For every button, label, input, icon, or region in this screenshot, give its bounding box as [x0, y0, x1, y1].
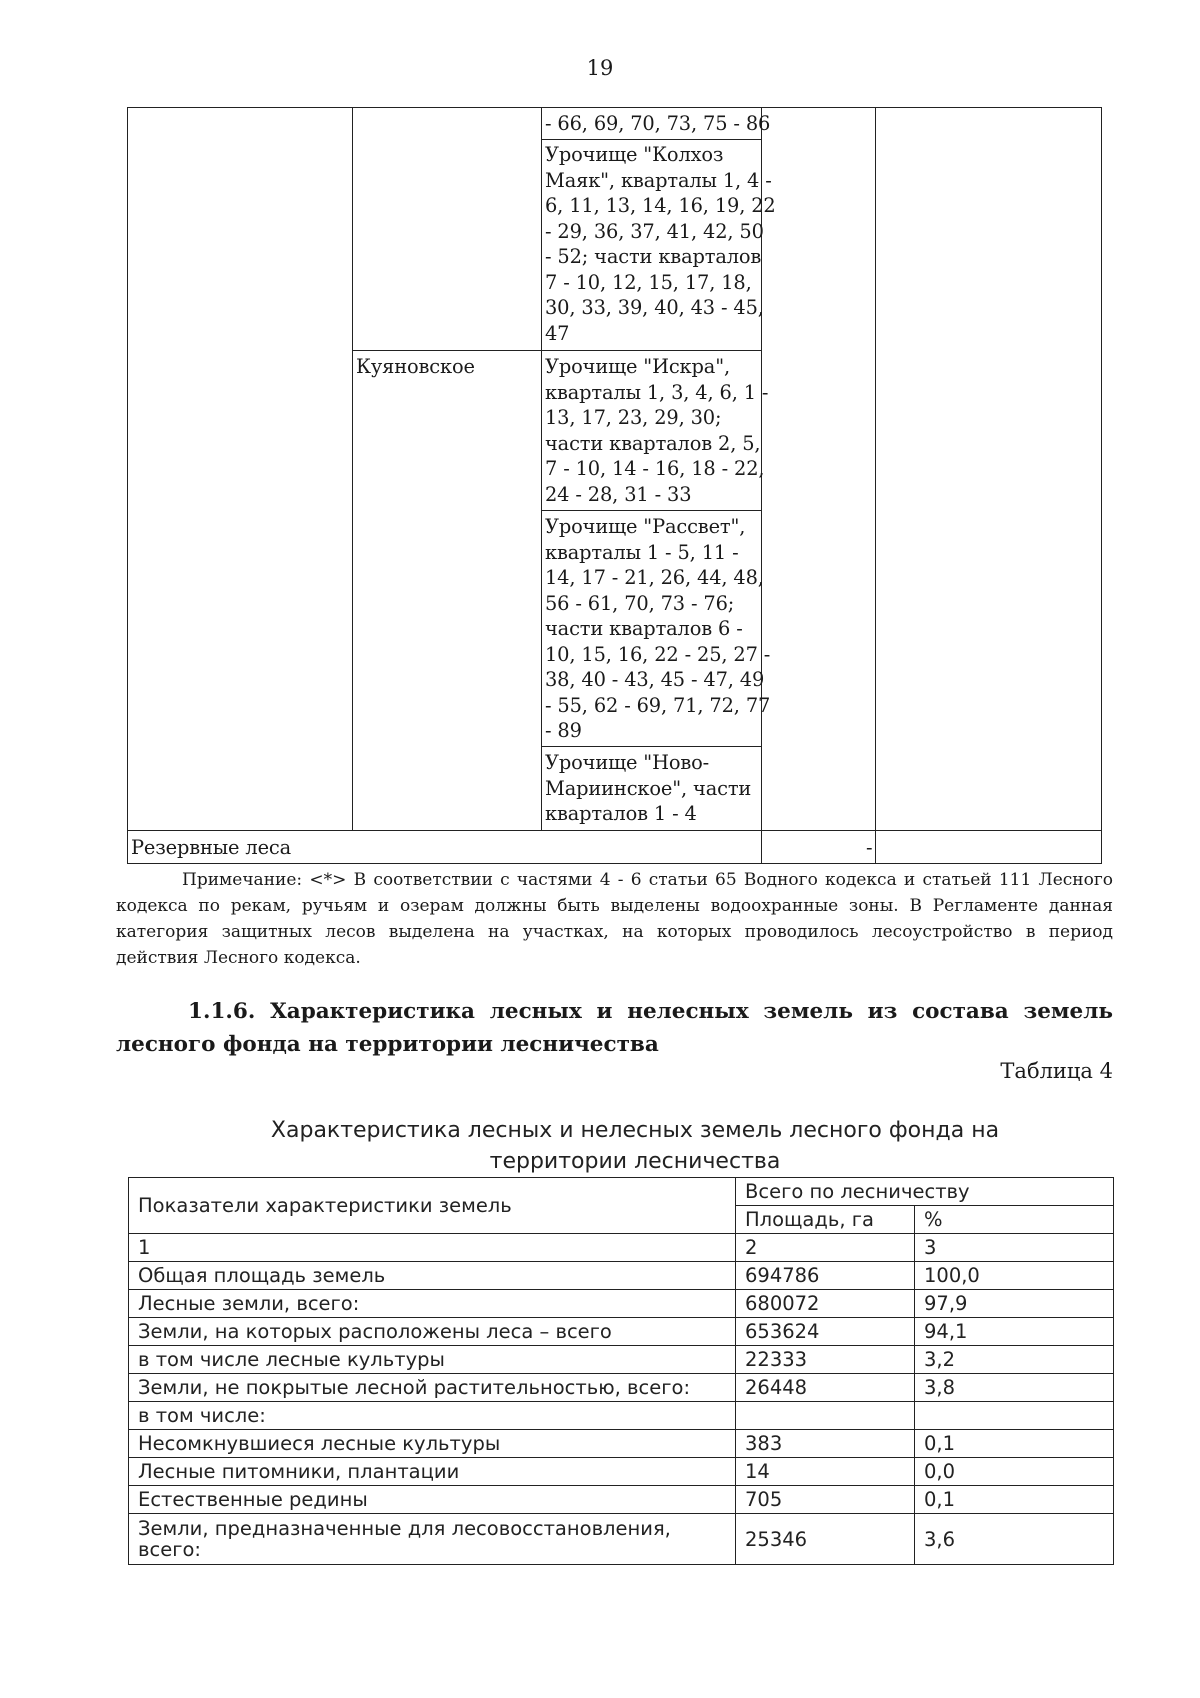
row-label: Естественные редины: [129, 1486, 736, 1514]
table-row: [129, 1262, 1114, 1290]
column-number: 1: [129, 1234, 736, 1262]
row-area: 653624: [736, 1318, 915, 1346]
row-percent: 3,2: [915, 1346, 1114, 1374]
table-row: [129, 1458, 1114, 1486]
row-percent: 94,1: [915, 1318, 1114, 1346]
row-percent: [915, 1402, 1114, 1430]
table-label: Таблица 4: [1000, 1059, 1113, 1083]
locality-cell: Урочище "Колхоз Маяк", кварталы 1, 4 - 6, 11, 13, 14, 16, 19, 22 - 29, 36, 37, 41, 42, 50 - 52; части кварталов 7 - 10, 12, 15, 17, 18, 30, 33, 39, 40, 43 - 45, 47: [545, 143, 776, 345]
row-percent: 0,0: [915, 1458, 1114, 1486]
quarters-cell: - 66, 69, 70, 73, 75 - 86: [545, 112, 771, 135]
row-area: 25346: [736, 1514, 915, 1565]
row-area: 26448: [736, 1374, 915, 1402]
row-percent: 0,1: [915, 1486, 1114, 1514]
row-label: Земли, не покрытые лесной растительностью, всего:: [129, 1374, 736, 1402]
table-row: [129, 1346, 1114, 1374]
row-label: Общая площадь земель: [129, 1262, 736, 1290]
table-title: Характеристика лесных и нелесных земель лесного фонда на территории лесничества: [270, 1118, 1000, 1174]
header-percent: %: [915, 1206, 1114, 1234]
row-percent: 97,9: [915, 1290, 1114, 1318]
row-area: 680072: [736, 1290, 915, 1318]
table-header-row: [129, 1178, 1114, 1206]
locality-cell: Урочище "Рассвет", кварталы 1 - 5, 11 - 14, 17 - 21, 26, 44, 48, 56 - 61, 70, 73 - 76; части кварталов 6 - 10, 15, 16, 22 - 25, 27 - 38, 40 - 43, 45 - 47, 49 - 55, 62 - 69, 71, 72, 77 - 89: [545, 515, 771, 742]
row-label: в том числе лесные культуры: [129, 1346, 736, 1374]
column-number: 3: [915, 1234, 1114, 1262]
column-number-row: [129, 1234, 1114, 1262]
row-label: Земли, предназначенные для лесовосстановления, всего:: [129, 1514, 736, 1565]
table-row: [129, 1402, 1114, 1430]
table-row: [129, 1290, 1114, 1318]
header-total: Всего по лесничеству: [736, 1178, 1114, 1206]
locality-cell: Урочище "Ново- Мариинское", части кварталов 1 - 4: [545, 751, 752, 825]
row-area: 14: [736, 1458, 915, 1486]
table-note: Примечание: <*> В соответствии с частями 4 - 6 статьи 65 Водного кодекса и статьей 111 Лесного кодекса по рекам, ручьям и озерам должны быть выделены водоохранные зоны. В Регламенте данная категория защитных лесов выделена на участках, на которых проводилось лесоустройство в период действия Лесного кодекса.: [116, 870, 1113, 968]
row-label: в том числе:: [129, 1402, 736, 1430]
table-row: [129, 1374, 1114, 1402]
row-area: 694786: [736, 1262, 915, 1290]
reserve-forests-value: -: [866, 836, 873, 859]
table-row: [129, 1318, 1114, 1346]
table-row: [129, 1514, 1114, 1565]
row-label: Земли, на которых расположены леса – всего: [129, 1318, 736, 1346]
row-label: Лесные питомники, плантации: [129, 1458, 736, 1486]
page-number: 19: [586, 56, 614, 80]
section-heading: 1.1.6. Характеристика лесных и нелесных земель из состава земель лесного фонда на территории лесничества: [116, 999, 1113, 1057]
header-indicators: Показатели характеристики земель: [129, 1178, 736, 1234]
district-cell: Куяновское: [356, 355, 475, 378]
row-area: 22333: [736, 1346, 915, 1374]
row-label: Несомкнувшиеся лесные культуры: [129, 1430, 736, 1458]
table-row: [129, 1486, 1114, 1514]
row-label: Лесные земли, всего:: [129, 1290, 736, 1318]
row-area: [736, 1402, 915, 1430]
row-percent: 0,1: [915, 1430, 1114, 1458]
column-number: 2: [736, 1234, 915, 1262]
land-characteristics-table: [128, 1177, 1114, 1565]
row-area: 705: [736, 1486, 915, 1514]
table-row: [129, 1430, 1114, 1458]
row-percent: 3,6: [915, 1514, 1114, 1565]
row-area: 383: [736, 1430, 915, 1458]
locality-cell: Урочище "Искра", кварталы 1, 3, 4, 6, 1 - 13, 17, 23, 29, 30; части кварталов 2, 5, 7 - 10, 14 - 16, 18 - 22, 24 - 28, 31 - 33: [545, 355, 769, 506]
header-area: Площадь, га: [736, 1206, 915, 1234]
reserve-forests-label: Резервные леса: [131, 836, 292, 859]
row-percent: 3,8: [915, 1374, 1114, 1402]
row-percent: 100,0: [915, 1262, 1114, 1290]
